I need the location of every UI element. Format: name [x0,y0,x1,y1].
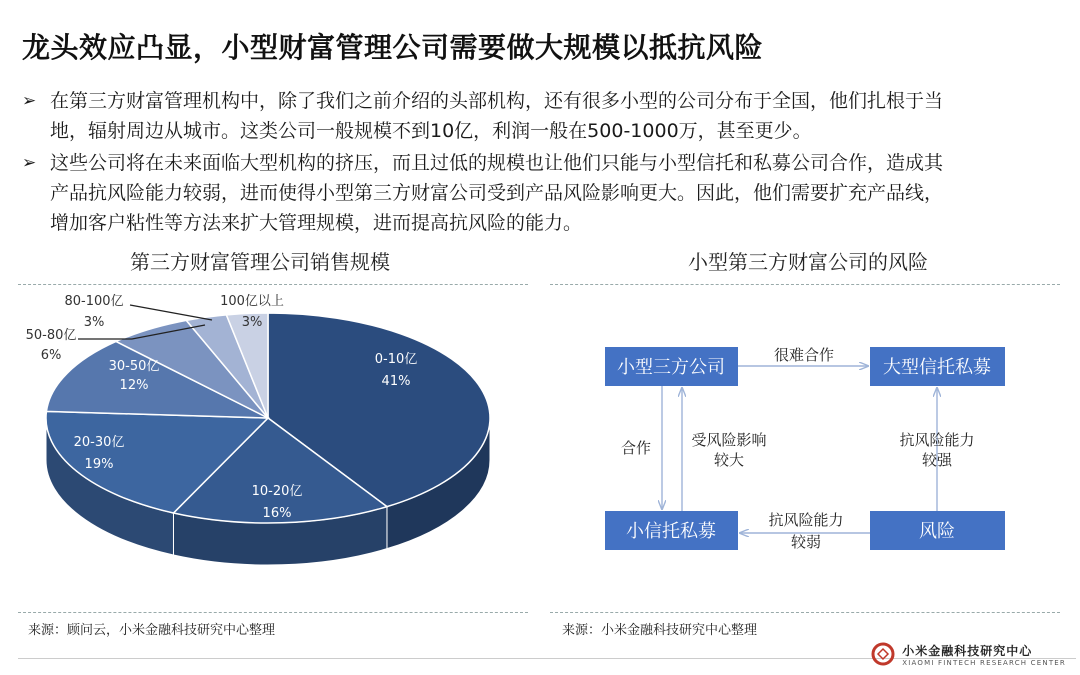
edge-label-hard-coop: 很难合作 [773,346,835,364]
pie-label-category: 100亿以上 [220,294,284,309]
edge-label-weak-1: 抗风险能力 [768,511,844,529]
pie-label-category: 80-100亿 [64,294,124,309]
left-source-note: 来源：顾问云，小米金融科技研究中心整理 [28,623,276,638]
brand-logo-icon [870,641,896,667]
pie-label-category: 10-20亿 [251,484,303,499]
bullet-line: 产品抗风险能力较弱，进而使得小型第三方财富公司受到产品风险影响更大。因此，他们需要扩充产品线， [50,182,944,204]
bullet-line: 在第三方财富管理机构中，除了我们之前介绍的头部机构，还有很多小型的公司分布于全国，他们扎根于当 [50,90,944,112]
edge-label-coop: 合作 [620,439,652,457]
node-small-third-party-label: 小型三方公司 [617,357,725,378]
pie-label-value: 16% [262,506,292,521]
edge-label-affected-1: 受风险影响 [691,431,767,449]
pie-label-value: 41% [381,374,411,389]
edge-label-strong-2: 较强 [921,451,953,469]
brand-name: 小米金融科技研究中心 [902,643,1033,658]
pie-label-category: 30-50亿 [108,359,160,374]
pie-label-value: 12% [119,378,149,393]
edge-label-strong-1: 抗风险能力 [899,431,975,449]
arrow-bullet-icon: ➢ [22,91,37,111]
edge-label-affected-2: 较大 [713,451,745,469]
brand-logo [870,641,1066,667]
bullet-list [22,86,1062,240]
risk-flow-diagram [540,285,1080,615]
right-source-note: 来源：小米金融科技研究中心整理 [562,623,758,638]
node-large-trust-label: 大型信托私募 [883,357,991,378]
arrow-bullet-icon: ➢ [22,153,37,173]
pie-label-value: 3% [83,315,105,330]
diagram-title: 小型第三方财富公司的风险 [688,250,928,274]
node-risk-label: 风险 [919,521,955,542]
pie-chart-title: 第三方财富管理公司销售规模 [130,250,390,274]
bullet-item [22,86,1062,146]
pie-label-value: 19% [84,457,114,472]
pie-label-category: 20-30亿 [73,435,125,450]
bullet-item [22,148,1062,238]
pie-label-value: 6% [40,348,62,363]
bullet-line: 这些公司将在未来面临大型机构的挤压，而且过低的规模也让他们只能与小型信托和私募公司合作，造成其 [50,152,944,174]
pie-label-value: 3% [241,315,263,330]
brand-subtitle: XIAOMI FINTECH RESEARCH CENTER [902,658,1066,667]
edge-label-weak-2: 较弱 [790,533,822,551]
pie-chart [0,285,540,615]
pie-label-category: 0-10亿 [374,352,418,367]
pie-label-category: 50-80亿 [25,328,77,343]
node-small-trust-label: 小信托私募 [626,521,716,542]
page-title: 龙头效应凸显，小型财富管理公司需要做大规模以抵抗风险 [22,31,764,64]
bullet-line: 地，辐射周边从城市。这类公司一般规模不到10亿，利润一般在500-1000万，甚至更少。 [50,120,812,142]
bullet-line: 增加客户粘性等方法来扩大管理规模，进而提高抗风险的能力。 [50,212,583,234]
leader-line [130,305,212,320]
